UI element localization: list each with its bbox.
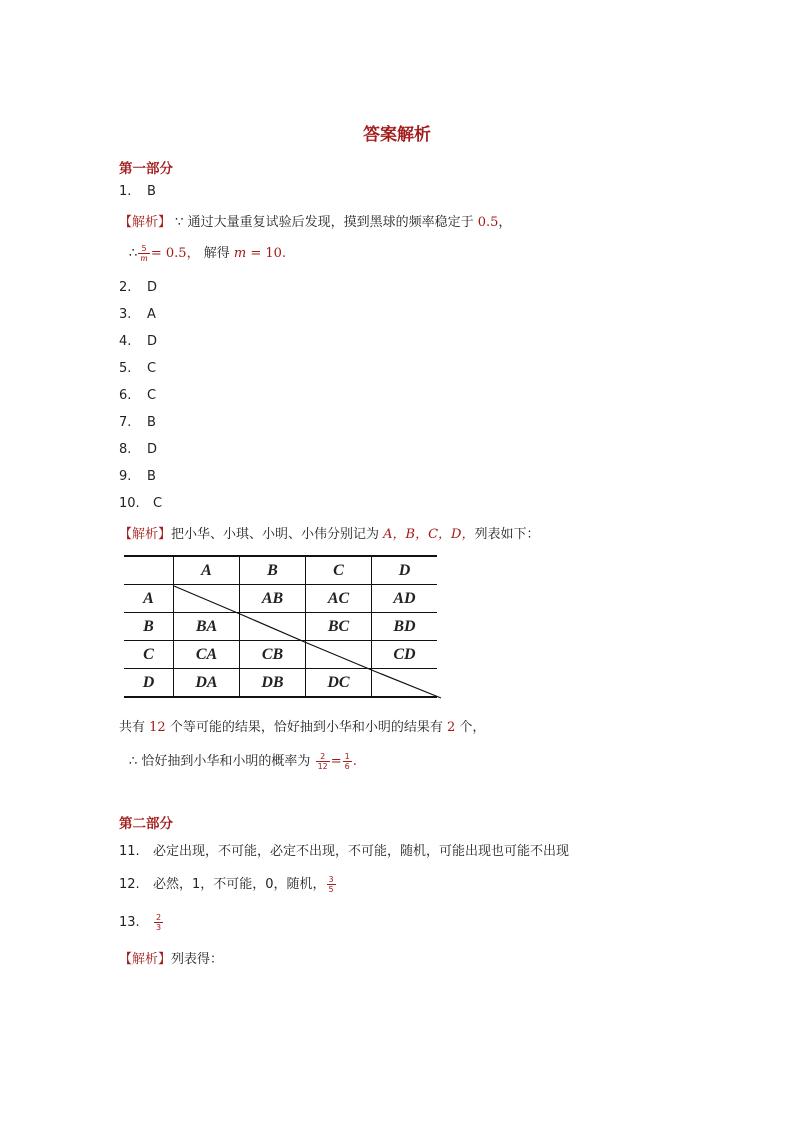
table-row [124,641,437,669]
table-cell [174,585,240,613]
table-row [124,556,437,585]
analysis-text: 通过大量重复试验后发现，摸到黑球的频率稳定于 [187,215,474,230]
table-cell: AD [372,585,438,613]
answer-choice: B [147,184,156,199]
analysis-10-line2: 共有 12 个等可能的结果，恰好抽到小华和小明的结果有 2 个， [119,720,486,735]
table-row [124,669,437,698]
analysis-10-line1 [119,523,540,542]
analysis-1-line1 [119,211,511,230]
table-cell: B [124,613,174,641]
answer-1 [119,184,156,199]
answer-13: 13. $\frac{2}{3}$ [119,913,162,932]
variable-m: m [233,246,247,261]
analysis-label: 【解析】 [119,215,172,230]
answer-3: 3. A [119,307,156,322]
answer-5: 5. C [119,361,157,376]
table-cell [306,641,372,669]
answer-6: 6. C [119,388,157,403]
favorable-count: 2 [447,720,456,735]
fraction-2-over-12: $\frac{2}{12}$ [317,752,328,771]
frequency-value: 0.5 [477,215,499,230]
analysis-tail: 列表如下： [474,527,540,542]
analysis-text: 把小华、小琪、小明、小伟分别记为 [171,527,380,542]
table-cell: C [124,641,174,669]
answer-11: 11. 必定出现，不可能，必定不出现，不可能，随机，可能出现也可能不出现 [119,844,570,859]
table-cell: CB [240,641,306,669]
table-row [124,613,437,641]
analysis-1-line2 [129,242,286,263]
table-cell [124,556,174,585]
table-cell: CA [174,641,240,669]
table-cell: CD [372,641,438,669]
total-count: 12 [149,720,166,735]
answer-12: 12. 必然，1，不可能，0，随机， $\frac{3}{5}$ [119,875,334,894]
analysis-13: 【解析】列表得： [119,952,224,967]
equation: = 0.5， [150,246,200,261]
table-cell: BD [372,613,438,641]
page-title: 答案解析 [363,125,431,145]
table-cell: BC [306,613,372,641]
part1-heading: 第一部分 [119,161,173,177]
answer-number: 1. [119,184,132,199]
table-cell: C [306,556,372,585]
table-cell: B [240,556,306,585]
therefore-symbol: ∴ [129,754,138,769]
table-cell: DC [306,669,372,698]
solve-text: 解得 [203,246,230,261]
fraction-1-over-6: $\frac{1}{6}$ [344,752,350,771]
result: = 10. [250,246,287,261]
table-cell: D [372,556,438,585]
answer-10: 10. C [119,496,163,511]
table-cell [240,613,306,641]
fraction-2-over-3: $\frac{2}{3}$ [156,913,162,932]
table-cell [372,669,438,698]
answer-9: 9. B [119,469,156,484]
analysis-label: 【解析】 [119,527,172,542]
fraction-5-over-m: $\frac{5}{m}$ [140,244,148,263]
table-cell: DB [240,669,306,698]
table-cell: AB [240,585,306,613]
variables: A，B，C，D， [383,527,475,542]
fraction-3-over-5: $\frac{3}{5}$ [328,875,334,894]
outcome-table [124,555,437,698]
answer-8: 8. D [119,442,158,457]
answer-4: 4. D [119,334,158,349]
therefore-symbol: ∴ [129,246,138,261]
because-symbol: ∵ [175,215,184,230]
comma: ， [498,215,512,230]
analysis-10-line3: ∴ 恰好抽到小华和小明的概率为 $\frac{2}{12}$ = $\frac{1}{6}$ . [129,752,357,771]
table-cell: D [124,669,174,698]
table-cell: A [174,556,240,585]
table-cell: BA [174,613,240,641]
table-cell: DA [174,669,240,698]
answer-7: 7. B [119,415,156,430]
table-cell: AC [306,585,372,613]
table-cell: A [124,585,174,613]
answer-2: 2. D [119,280,158,295]
analysis-label: 【解析】 [119,952,172,967]
table-row [124,585,437,613]
part2-heading: 第二部分 [119,816,173,832]
